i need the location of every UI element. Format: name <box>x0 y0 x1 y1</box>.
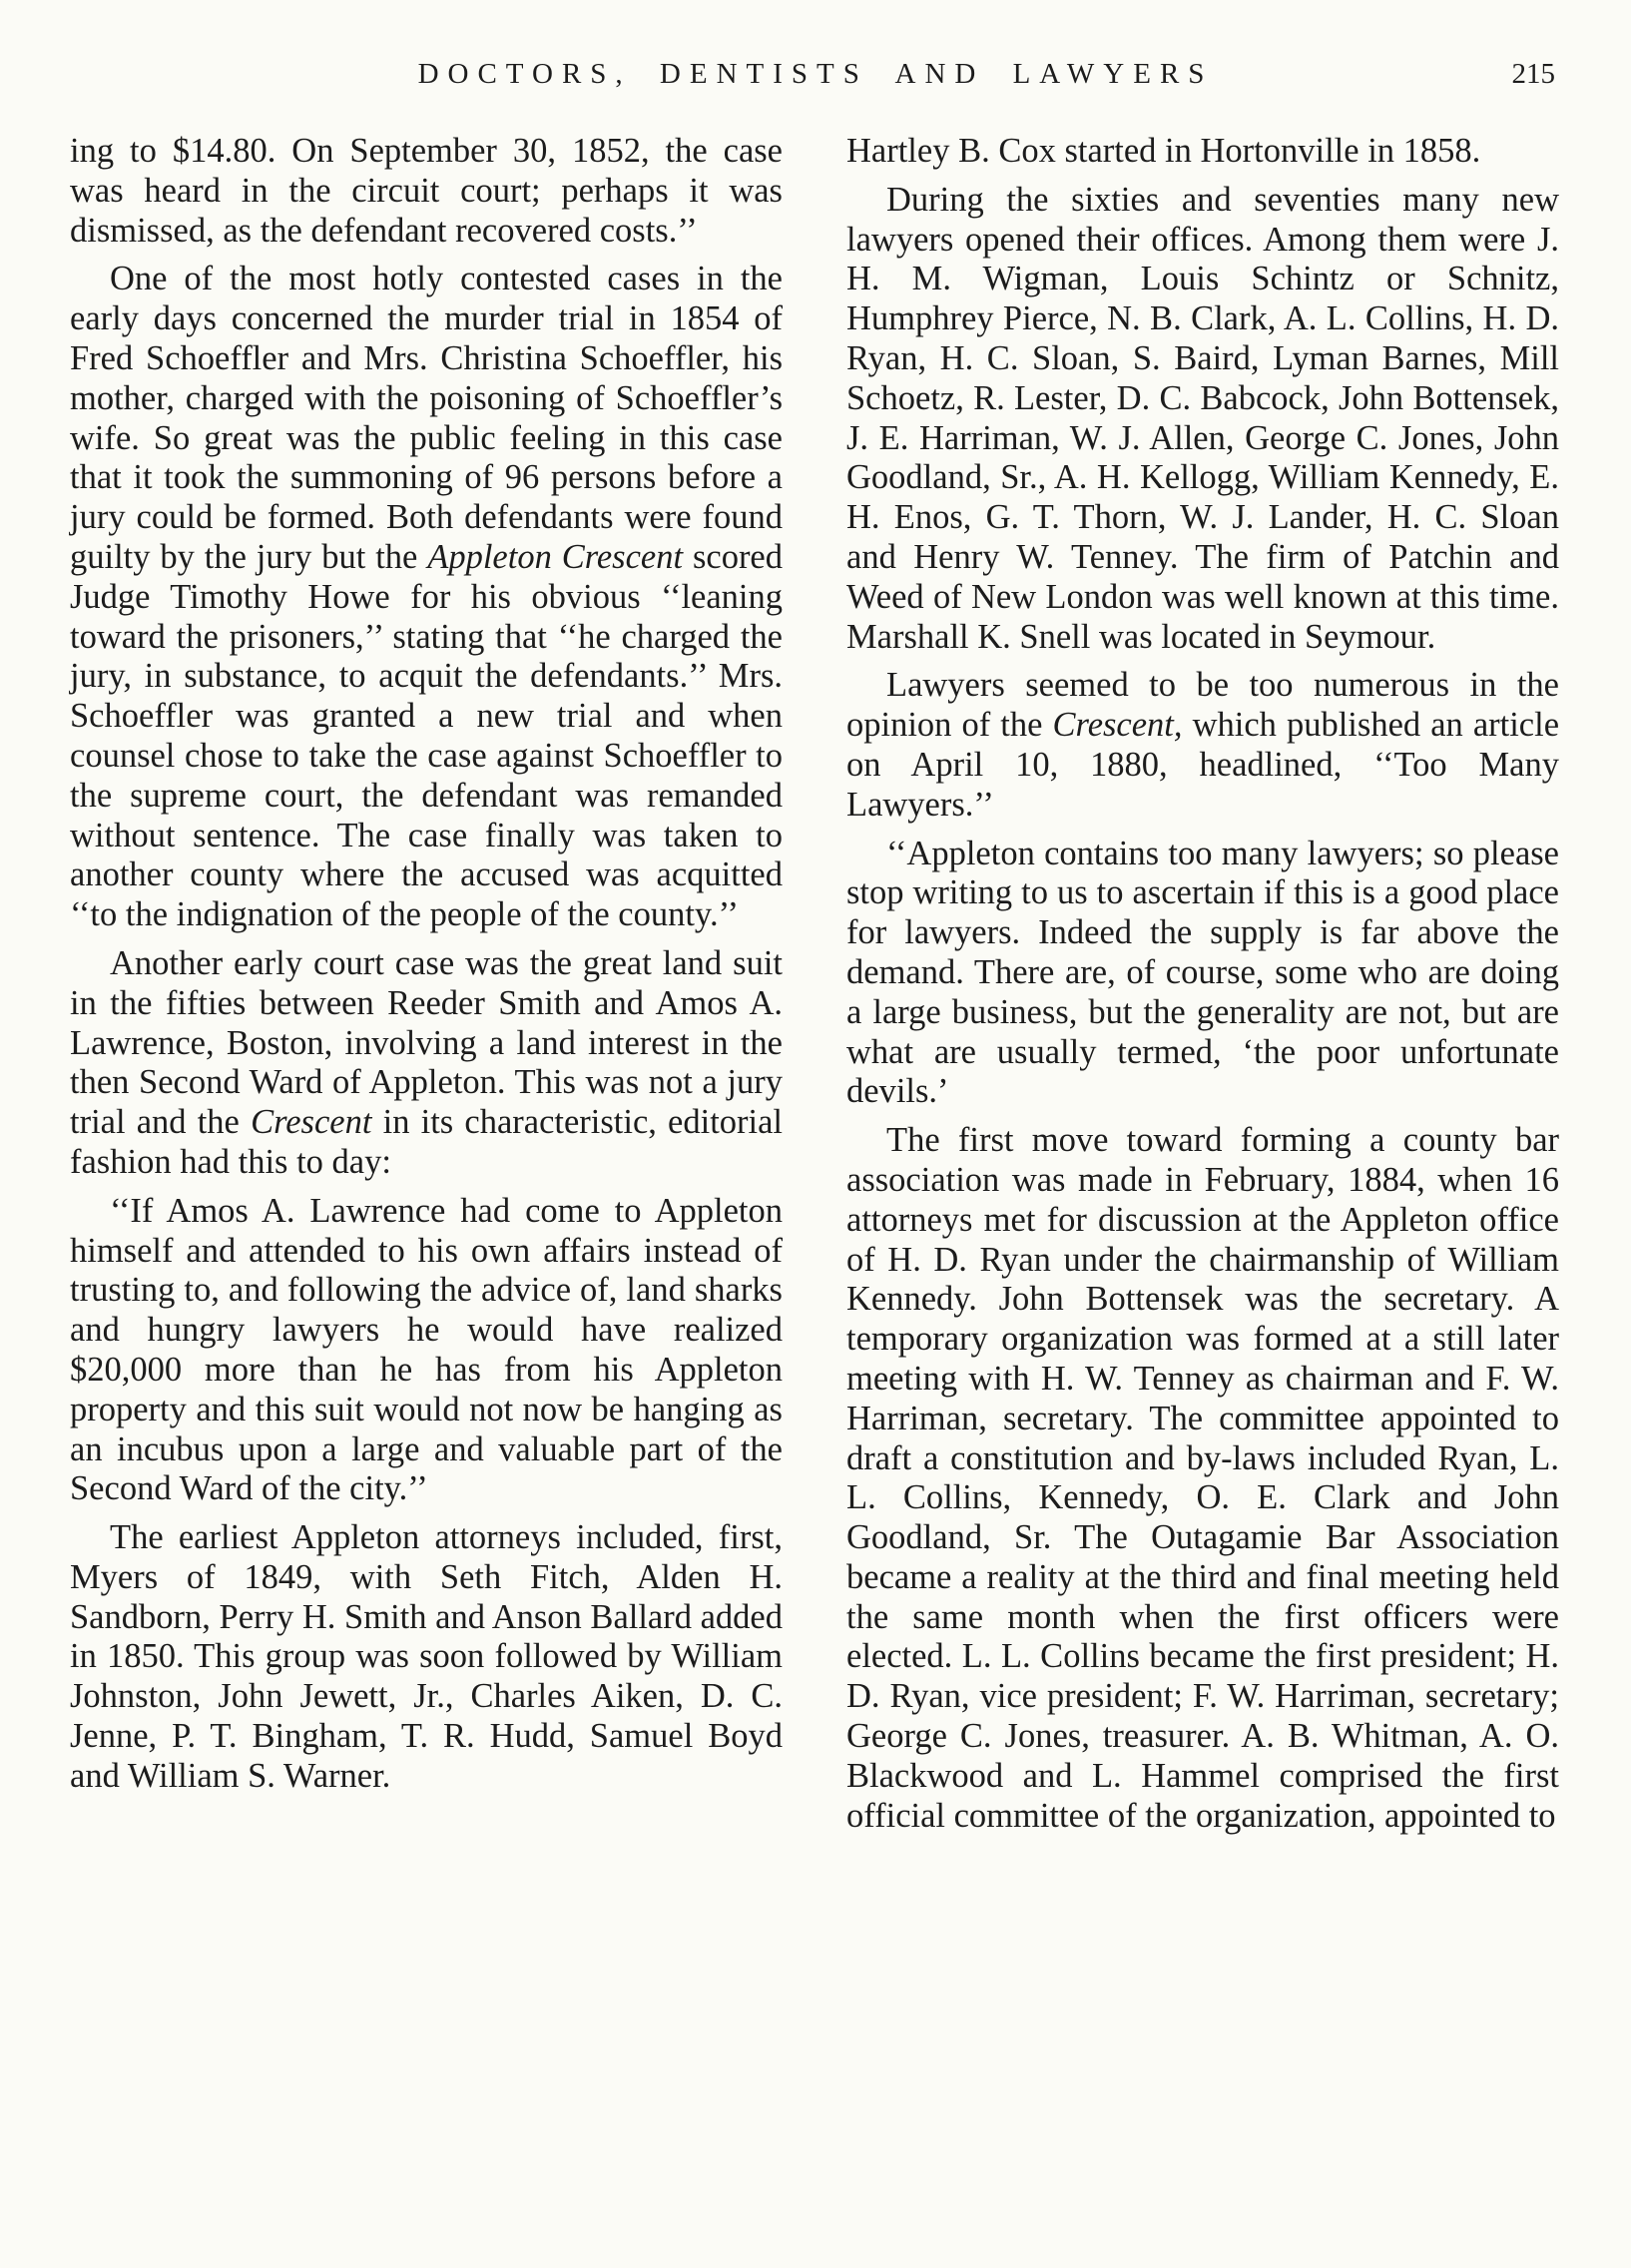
paragraph-continued: Hartley B. Cox started in Hortonville in 1858. <box>846 132 1481 170</box>
text-segment: Another early court case was the great land suit in the fifties between Reeder Smith and Amos A. Lawrence, Boston, involving a land interest in the then Second Ward of Appleton. This was not a jury trial and the <box>70 943 783 1142</box>
quotation-paragraph: ‘‘If Amos A. Lawrence had come to Appleton himself and attended to his own affairs instead of trusting to, and following the advice of, land sharks and hungry lawyers he would have realized $20,000 more than he has from his Appleton property and this suit would not now be hanging as an incubus upon a large and valuable part of the Second Ward of the city.’’ <box>70 1191 783 1508</box>
text-segment: Lawyers seemed to be too numerous in the opinion of the <box>846 666 1559 745</box>
chapter-title: DOCTORS, DENTISTS AND LAWYERS <box>417 58 1214 90</box>
paragraph-earliest-attorneys: The earliest Appleton attorneys included, first, Myers of 1849, with Seth Fitch, Alden H. Sandborn, Perry H. Smith and Anson Ballard added in 1850. This group was soon followed by William Johnston, John Jewett, Jr., Charles Aiken, D. C. Jenne, P. T. Bingham, T. R. Hudd, Samuel Boyd and William S. Warner. <box>70 1518 783 1795</box>
paragraph-continued: ing to $14.80. On September 30, 1852, the case was heard in the circuit court; perhaps it was dismissed, as the defendant recovered costs.’’ <box>70 132 783 250</box>
right-column <box>846 132 1559 1845</box>
left-column <box>70 132 783 1806</box>
quotation-paragraph: ‘‘Appleton contains too many lawyers; so please stop writing to us to ascertain if this is a good place for lawyers. Indeed the supply is far above the demand. There are, of course, some who are doing a large business, but the generality are not, but are what are usually termed, ‘the poor unfortunate devils.’ <box>846 834 1559 1111</box>
paragraph-new-lawyers: During the sixties and seventies many new lawyers opened their offices. Among them were J. H. M. Wigman, Louis Schintz or Schnitz, Humphrey Pierce, N. B. Clark, A. L. Collins, H. D. Ryan, H. C. Sloan, S. Baird, Lyman Barnes, Mill Schoetz, R. Lester, D. C. Babcock, John Bottensek, J. E. Harriman, W. J. Allen, George C. Jones, John Goodland, Sr., A. H. Kellogg, William Kennedy, E. H. Enos, G. T. Thorn, W. J. Lander, H. C. Sloan and Henry W. Tenney. The firm of Patchin and Weed of New London was well known at this time. Marshall K. Snell was located in Seymour. <box>846 180 1559 656</box>
paragraph-too-many-lawyers <box>846 666 1559 825</box>
text-segment: which published an article on April 10, 1880, headlined, ‘‘Too Many Lawyers.’’ <box>846 706 1560 824</box>
paragraph-bar-association: The first move toward forming a county bar association was made in February, 1884, when 16 attorneys met for discussion at the Appleton office of H. D. Ryan under the chairmanship of William Kennedy. John Bottensek was the secretary. A temporary organization was formed at a still later meeting with H. W. Tenney as chairman and F. W. Harriman, secretary. The committee appointed to draft a constitution and by-laws included Ryan, L. L. Collins, Kennedy, O. E. Clark and John Goodland, Sr. The Outagamie Bar Association became a reality at the third and final meeting held the same month when the first officers were elected. L. L. Collins became the first president; H. D. Ryan, vice president; F. W. Harriman, secretary; George C. Jones, treasurer. A. B. Whitman, A. O. Blackwood and L. Hammel comprised the first official committee of the organization, appointed to <box>846 1121 1559 1835</box>
newspaper-title: Appleton Crescent <box>427 537 684 576</box>
newspaper-title: Crescent, <box>1052 706 1183 745</box>
text-segment: One of the most hotly contested cases in the early days concerned the murder trial in 1854 of Fred Schoeffler and Mrs. Christina Schoeffler, his mother, charged with the poisoning of Schoeffler’s wife. So great was the public feeling in this case that it took the summoning of 96 persons before a jury could be formed. Both defendants were found guilty by the jury but the <box>70 260 783 576</box>
running-head <box>70 58 1561 98</box>
page-number: 215 <box>1511 58 1555 90</box>
text-segment: scored Judge Timothy Howe for his obvious ‘‘leaning toward the prisoners,’’ stating that ‘‘he charged the jury, in substance, to acquit the defendants.’’ Mrs. Schoeffler was granted a new trial and when counsel chose to take the case against Schoeffler to the supreme court, the defendant was remanded without sentence. The case finally was taken to another county where the accused was acquitted ‘‘to the indignation of the people of the county.’’ <box>70 537 783 934</box>
newspaper-title: Crescent <box>251 1103 372 1142</box>
text-segment: in its characteristic, editorial fashion had this to day: <box>70 1103 784 1181</box>
paragraph-land-suit <box>70 944 783 1183</box>
paragraph-murder-trial <box>70 260 783 935</box>
